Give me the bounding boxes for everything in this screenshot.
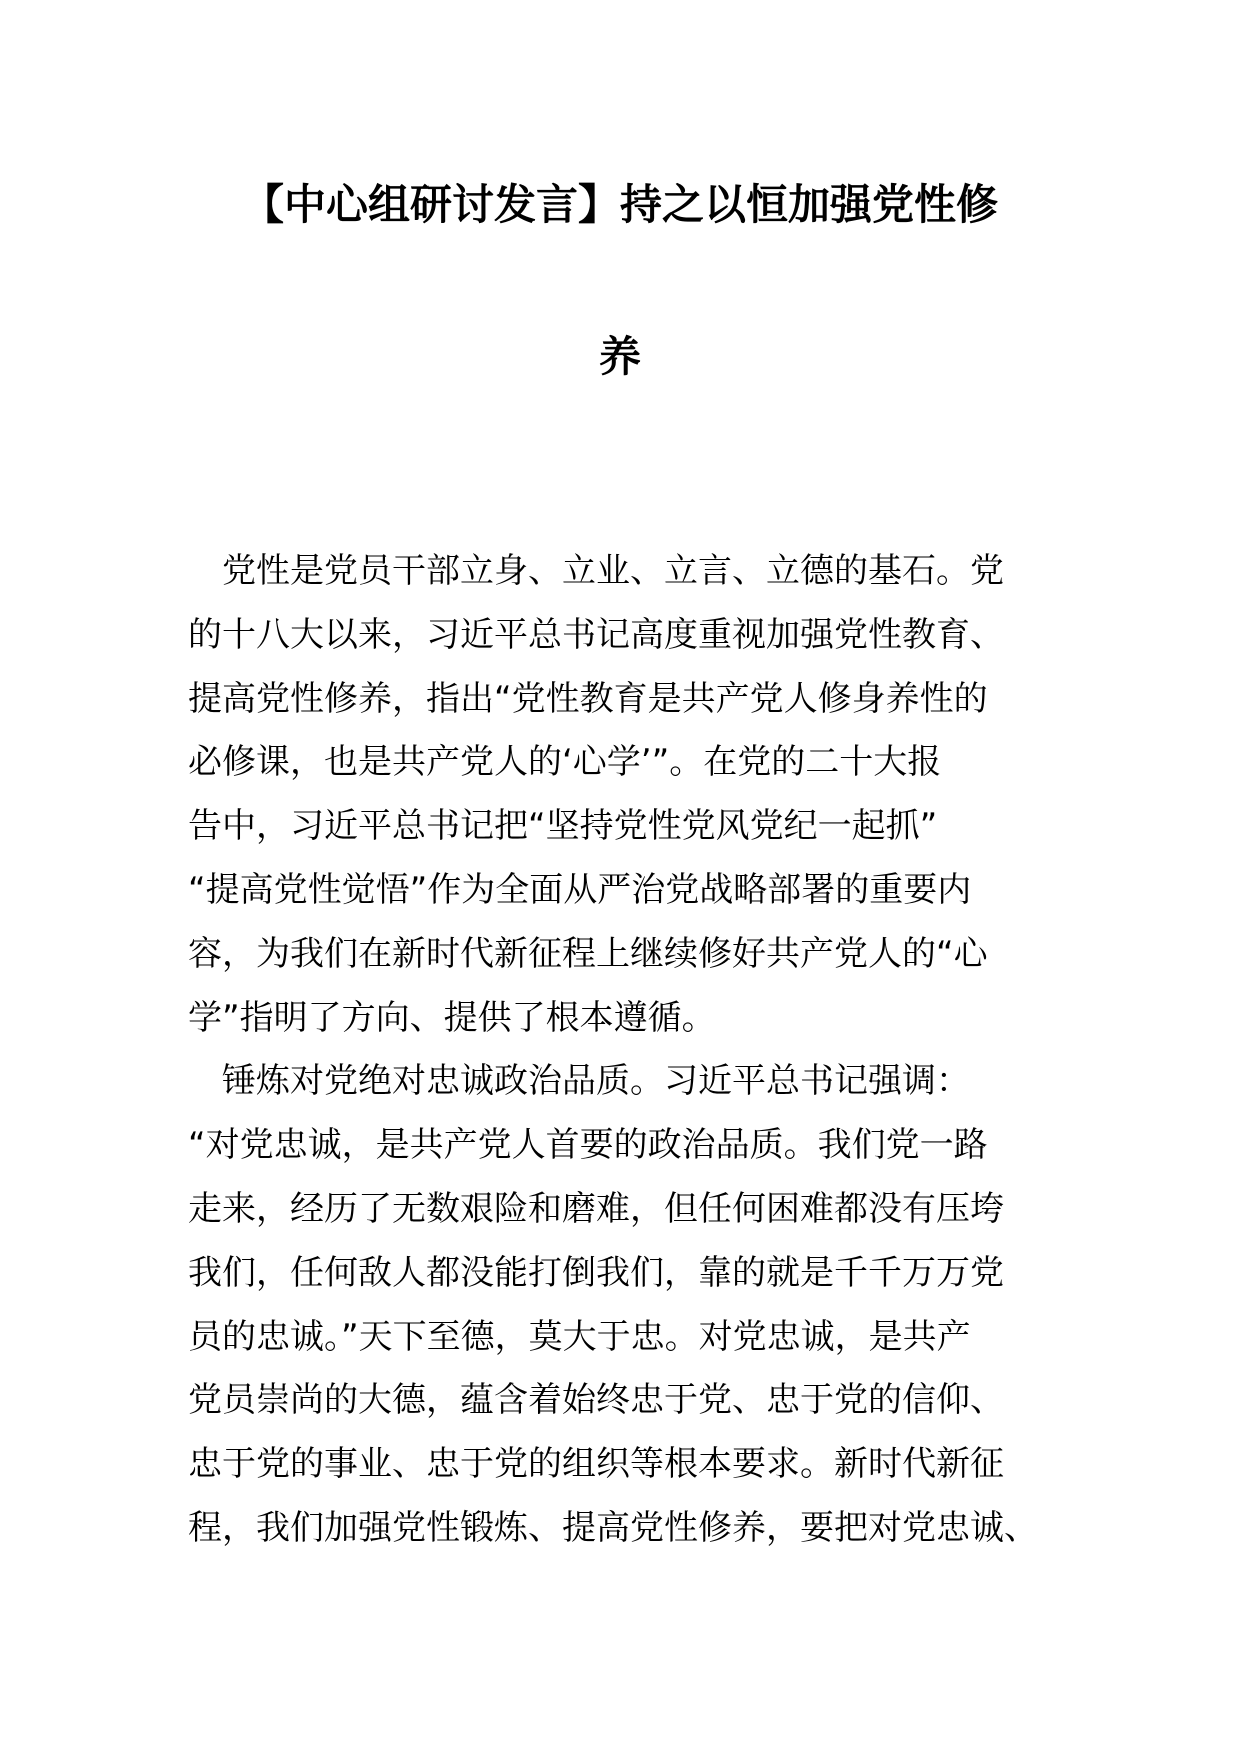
body-line: 容，为我们在新时代新征程上继续修好共产党人的“心 bbox=[188, 933, 988, 974]
body-line: “提高党性觉悟”作为全面从严治党战略部署的重要内 bbox=[188, 869, 972, 910]
title-line-1: 【中心组研讨发言】持之以恒加强党性修 bbox=[241, 180, 998, 229]
body-line: 锤炼对党绝对忠诚政治品质。习近平总书记强调： bbox=[188, 1061, 970, 1102]
document-body bbox=[188, 540, 1068, 1561]
body-line: 程，我们加强党性锻炼、提高党性修养，要把对党忠诚、 bbox=[188, 1507, 1038, 1548]
body-line: 忠于党的事业、忠于党的组织等根本要求。新时代新征 bbox=[188, 1444, 1004, 1485]
body-line: 必修课，也是共产党人的‘心学’”。在党的二十大报 bbox=[188, 742, 942, 783]
title-line-2: 养 bbox=[598, 332, 641, 381]
body-line: 党性是党员干部立身、立业、立言、立德的基石。党 bbox=[188, 551, 1004, 591]
body-line: 党员崇尚的大德，蕴含着始终忠于党、忠于党的信仰、 bbox=[188, 1380, 1004, 1421]
body-line: “对党忠诚，是共产党人首要的政治品质。我们党一路 bbox=[188, 1125, 988, 1166]
document-title bbox=[150, 175, 1090, 387]
body-line: 员的忠诚。”天下至德，莫大于忠。对党忠诚，是共产 bbox=[188, 1316, 971, 1357]
body-line: 学”指明了方向、提供了根本遵循。 bbox=[188, 997, 716, 1038]
body-line: 我们，任何敌人都没能打倒我们，靠的就是千千万万党 bbox=[188, 1252, 1004, 1293]
body-line: 提高党性修养，指出“党性教育是共产党人修身养性的 bbox=[188, 678, 988, 719]
body-line: 走来，经历了无数艰险和磨难，但任何困难都没有压垮 bbox=[188, 1188, 1004, 1229]
body-line: 的十八大以来，习近平总书记高度重视加强党性教育、 bbox=[188, 614, 1004, 655]
body-line: 告中，习近平总书记把“坚持党性党风党纪一起抓” bbox=[188, 806, 938, 847]
